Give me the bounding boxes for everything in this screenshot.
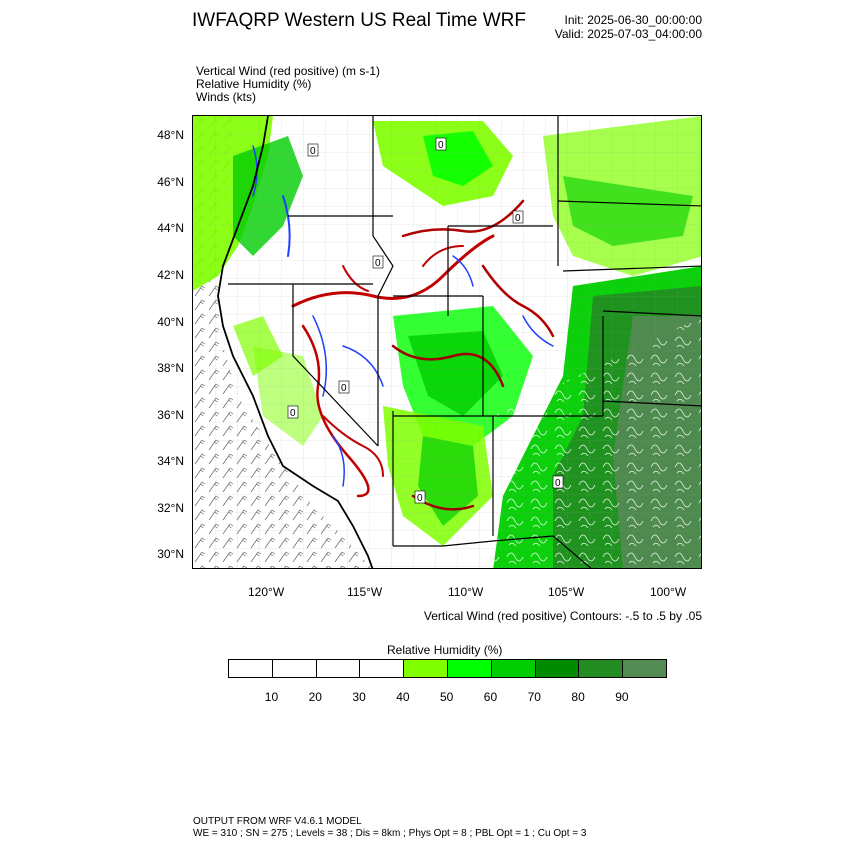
colorbar-label: 10 xyxy=(264,690,279,704)
colorbar-swatch xyxy=(491,659,536,678)
lat-label-40: 40°N xyxy=(157,315,184,329)
colorbar-label: 90 xyxy=(615,690,629,704)
colorbar-swatch xyxy=(622,659,667,678)
colorbar-swatch xyxy=(403,659,448,678)
lat-label-30: 30°N xyxy=(157,547,184,561)
colorbar-swatch xyxy=(228,659,273,678)
field-legend xyxy=(196,65,380,104)
colorbar-swatch xyxy=(535,659,580,678)
colorbar-swatch xyxy=(578,659,623,678)
svg-text:0: 0 xyxy=(555,478,561,489)
lat-label-48: 48°N xyxy=(157,128,184,142)
lon-label-110: 110°W xyxy=(448,585,484,599)
valid-time: Valid: 2025-07-03_04:00:00 xyxy=(554,27,702,41)
svg-text:0: 0 xyxy=(515,213,521,224)
lat-label-36: 36°N xyxy=(157,408,184,422)
lat-label-34: 34°N xyxy=(157,454,184,468)
lon-label-100: 100°W xyxy=(650,585,687,599)
map-canvas xyxy=(193,116,702,569)
colorbar-swatch xyxy=(447,659,492,678)
colorbar-swatch xyxy=(359,659,404,678)
svg-text:0: 0 xyxy=(290,408,296,419)
weather-map[interactable] xyxy=(192,115,702,569)
lon-label-105: 105°W xyxy=(548,585,585,599)
svg-text:0: 0 xyxy=(310,146,316,157)
lat-label-38: 38°N xyxy=(157,361,184,375)
colorbar-label: 80 xyxy=(571,690,585,704)
lat-label-44: 44°N xyxy=(157,221,184,235)
county-lines xyxy=(213,116,702,569)
colorbar-label: 30 xyxy=(352,690,366,704)
svg-text:0: 0 xyxy=(438,140,444,151)
field-winds: Winds (kts) xyxy=(196,90,256,104)
colorbar-label: 70 xyxy=(527,690,541,704)
lat-label-32: 32°N xyxy=(157,501,184,515)
colorbar-label: 20 xyxy=(308,690,322,704)
colorbar-label: 50 xyxy=(440,690,454,704)
colorbar-swatch xyxy=(316,659,361,678)
footer-model: OUTPUT FROM WRF V4.6.1 MODEL xyxy=(193,816,362,827)
model-footer xyxy=(193,816,586,840)
colorbar-swatch xyxy=(272,659,317,678)
svg-text:0: 0 xyxy=(375,258,381,269)
lat-label-42: 42°N xyxy=(157,268,184,282)
colorbar-label: 60 xyxy=(483,690,498,704)
colorbar-title: Relative Humidity (%) xyxy=(387,643,503,657)
svg-text:0: 0 xyxy=(417,493,423,504)
lat-label-46: 46°N xyxy=(157,175,184,189)
field-relative-humidity: Relative Humidity (%) xyxy=(196,77,312,91)
plot-title: IWFAQRP Western US Real Time WRF xyxy=(192,10,526,31)
footer-config: WE = 310 ; SN = 275 ; Levels = 38 ; Dis = 8km ; Phys Opt = 8 ; PBL Opt = 1 ; Cu Opt = 3 xyxy=(193,828,587,839)
field-vertical-wind: Vertical Wind (red positive) (m s-1) xyxy=(196,64,381,78)
colorbar-label: 40 xyxy=(396,690,410,704)
contour-note: Vertical Wind (red positive) Contours: -.5 to .5 by .05 xyxy=(423,609,702,623)
svg-text:0: 0 xyxy=(341,383,347,394)
lon-label-120: 120°W xyxy=(248,585,285,599)
lon-label-115: 115°W xyxy=(347,585,383,599)
run-times xyxy=(555,13,702,41)
init-time: Init: 2025-06-30_00:00:00 xyxy=(564,13,702,27)
